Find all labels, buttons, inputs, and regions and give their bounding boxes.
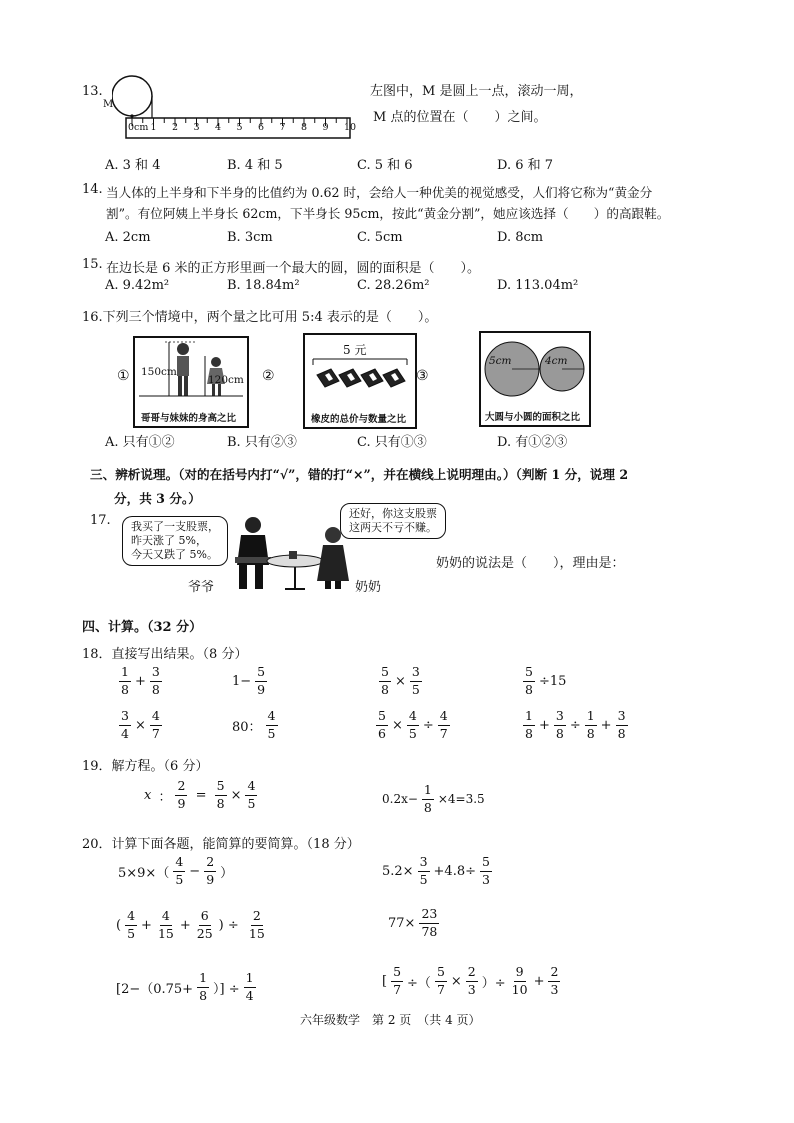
q19-equation-2: 0.2x− $\frac{1}{8}$ ×4=3.5 <box>382 782 485 815</box>
ruler-label: 5 <box>236 122 243 133</box>
q20-expr-1: 5×9×（ $\frac{4}{5}$ − $\frac{2}{9}$ ） <box>118 854 234 887</box>
q14-text-line1: 当人体的上半身和下半身的比值约为 0.62 时，会给人一种优美的视觉感受，人们将它称为“黄金分 <box>106 185 653 200</box>
q13-option-b: B. 4 和 5 <box>227 158 283 173</box>
circles-icon <box>481 333 589 403</box>
q20-expr-4: 77× $\frac{23}{78}$ <box>388 906 438 939</box>
m1-prefix: 5×9×（ <box>118 865 170 881</box>
q17-answer-prompt: 奶奶的说法是（ ），理由是： <box>436 556 625 571</box>
q13-option-d: D. 6 和 7 <box>497 158 554 173</box>
q16-text: 16.下列三个情境中，两个量之比可用 5:4 表示的是（ ）。 <box>82 310 438 325</box>
m4-prefix: 77× <box>388 915 416 931</box>
q18-expr-7: $\frac{5}{6}$ × $\frac{4}{5}$ ÷ $\frac{4}{7}$ <box>378 708 448 741</box>
m5-prefix: [2−（0.75+ <box>116 981 194 997</box>
ruler-label: 4 <box>215 122 222 133</box>
q17-number: 17. <box>90 513 111 528</box>
ruler-label: 1 <box>150 122 157 133</box>
q15-option-a: A. 9.42m² <box>105 278 170 293</box>
price-label: 5 元 <box>343 343 367 357</box>
ruler-label: 8 <box>301 122 308 133</box>
eq2-right: ×4=3.5 <box>437 792 485 806</box>
section3-heading-line2: 分，共 3 分。） <box>114 491 201 506</box>
q14-option-d: D. 8cm <box>497 230 544 245</box>
q19-heading: 19．解方程。（6 分） <box>82 759 209 774</box>
q20-expr-3: ( $\frac{4}{5}$ + $\frac{4}{15}$ + $\frac{6}{25}$ ) ÷ $\frac{2}{15}$ <box>116 908 265 941</box>
erasers-icon <box>305 335 415 395</box>
ruler-label: 7 <box>279 122 286 133</box>
m6-prefix: [ <box>382 973 388 989</box>
ruler-label: 3 <box>193 122 200 133</box>
q14-option-c: C. 5cm <box>357 230 403 245</box>
m5-middle: ）] ÷ <box>213 981 240 997</box>
m2-middle: +4.8÷ <box>433 863 476 879</box>
q20-heading: 20．计算下面各题，能简算的要简算。（18 分） <box>82 837 360 852</box>
grandma-speech-bubble: 还好，你这支股票 这两天不亏不赚。 <box>340 503 446 539</box>
q13-option-c: C. 5 和 6 <box>357 158 413 173</box>
q13-text-line1: 左图中，M 是圆上一点，滚动一周， <box>370 84 583 99</box>
grandma-label: 奶奶 <box>355 580 382 595</box>
q18-expr-2: 1− $\frac{5}{9}$ <box>232 664 266 697</box>
marker-3: ③ <box>416 368 429 384</box>
m6-suffix: ）÷ <box>481 975 506 991</box>
q18-expr-5: $\frac{3}{4}$ × $\frac{4}{7}$ <box>121 708 160 741</box>
height-150-label: 150cm <box>141 366 177 378</box>
figure-2-caption: 橡皮的总价与数量之比 <box>311 414 407 425</box>
ruler-labels <box>112 122 358 136</box>
q18-expr-4: $\frac{5}{8}$ ÷15 <box>525 664 567 697</box>
q20-expr-6: [ $\frac{5}{7}$ ÷（ $\frac{5}{7}$ × $\frac{2}{3}$ ）÷ $\frac{9}{10}$ + $\frac{2}{3}$ <box>382 964 559 997</box>
m2-prefix: 5.2× <box>382 863 414 879</box>
figure-3-caption: 大圆与小圆的面积之比 <box>485 412 581 423</box>
grandpa-speech-bubble: 我买了一支股票， 昨天涨了 5%， 今天又跌了 5%。 <box>122 516 228 566</box>
figure-3-box <box>479 331 591 427</box>
ruler-label: 6 <box>258 122 265 133</box>
ratio-80-label: 80： <box>232 719 262 735</box>
q18-expr-6: 80： $\frac{4}{5}$ <box>232 708 276 741</box>
ruler-label: 9 <box>322 122 329 133</box>
section4-heading: 四、计算。（32 分） <box>82 620 203 635</box>
figure-1-box <box>133 336 249 428</box>
ruler-label: 0cm <box>128 122 149 133</box>
ruler-label: 10 <box>344 122 357 133</box>
q13-number: 13. <box>82 84 103 99</box>
q13-text-line2: M 点的位置在（ ）之间。 <box>373 110 547 125</box>
q18-expr-8: $\frac{1}{8}$ + $\frac{3}{8}$ ÷ $\frac{1}{8}$ + $\frac{3}{8}$ <box>525 708 626 741</box>
q15-option-c: C. 28.26m² <box>357 278 430 293</box>
q20-expr-2: 5.2× $\frac{3}{5}$ +4.8÷ $\frac{5}{3}$ <box>382 854 490 887</box>
q15-option-b: B. 18.84m² <box>227 278 300 293</box>
grandpa-label: 爷爷 <box>188 580 215 595</box>
q18-heading: 18．直接写出结果。（8 分） <box>82 647 248 662</box>
q14-number: 14. <box>82 182 103 197</box>
page-footer: 六年级数学 第 2 页 （共 4 页） <box>300 1013 481 1027</box>
q20-expr-5: [2−（0.75+ $\frac{1}{8}$ ）] ÷ $\frac{1}{4}$ <box>116 970 254 1003</box>
q14-option-b: B. 3cm <box>227 230 273 245</box>
q15-option-d: D. 113.04m² <box>497 278 579 293</box>
q15-number: 15. <box>82 257 103 272</box>
point-m-label: M <box>103 99 114 110</box>
q14-text-line2: 割”。有位阿姨上半身长 62cm，下半身长 95cm，按此“黄金分割”，她应该选择（ ）的高跟鞋。 <box>106 206 670 221</box>
q18-expr-3: $\frac{5}{8}$ × $\frac{3}{5}$ <box>381 664 420 697</box>
eq2-left: 0.2x− <box>382 792 418 806</box>
ruler-label: 2 <box>172 122 179 133</box>
q16-option-d: D. 有①②③ <box>497 435 568 450</box>
m6-middle: ÷（ <box>407 975 431 991</box>
figure-1-caption: 哥哥与妹妹的身高之比 <box>141 413 237 424</box>
q16-option-c: C. 只有①③ <box>357 435 427 450</box>
marker-1: ① <box>117 368 130 384</box>
small-radius-label: 4cm <box>545 355 568 367</box>
figure-2-box <box>303 333 417 429</box>
q15-text: 在边长是 6 米的正方形里画一个最大的圆，圆的面积是（ ）。 <box>106 261 481 276</box>
q14-option-a: A. 2cm <box>105 230 151 245</box>
height-120-label: 120cm <box>208 374 244 386</box>
q13-option-a: A. 3 和 4 <box>105 158 161 173</box>
section3-heading-line1: 三、辨析说理。（对的在括号内打“√”，错的打“×”，并在横线上说明理由。）（判断 1 分，说理 2 <box>90 467 629 482</box>
q16-option-b: B. 只有②③ <box>227 435 297 450</box>
grandparents-at-table-icon <box>225 515 365 593</box>
q16-option-a: A. 只有①② <box>105 435 175 450</box>
q19-equation-1: x ： $\frac{2}{9}$ = $\frac{5}{8}$ × $\frac{4}{5}$ <box>144 778 256 811</box>
q18-expr-1: $\frac{1}{8}$ + $\frac{3}{8}$ <box>121 664 160 697</box>
big-radius-label: 5cm <box>489 355 512 367</box>
marker-2: ② <box>262 368 275 384</box>
